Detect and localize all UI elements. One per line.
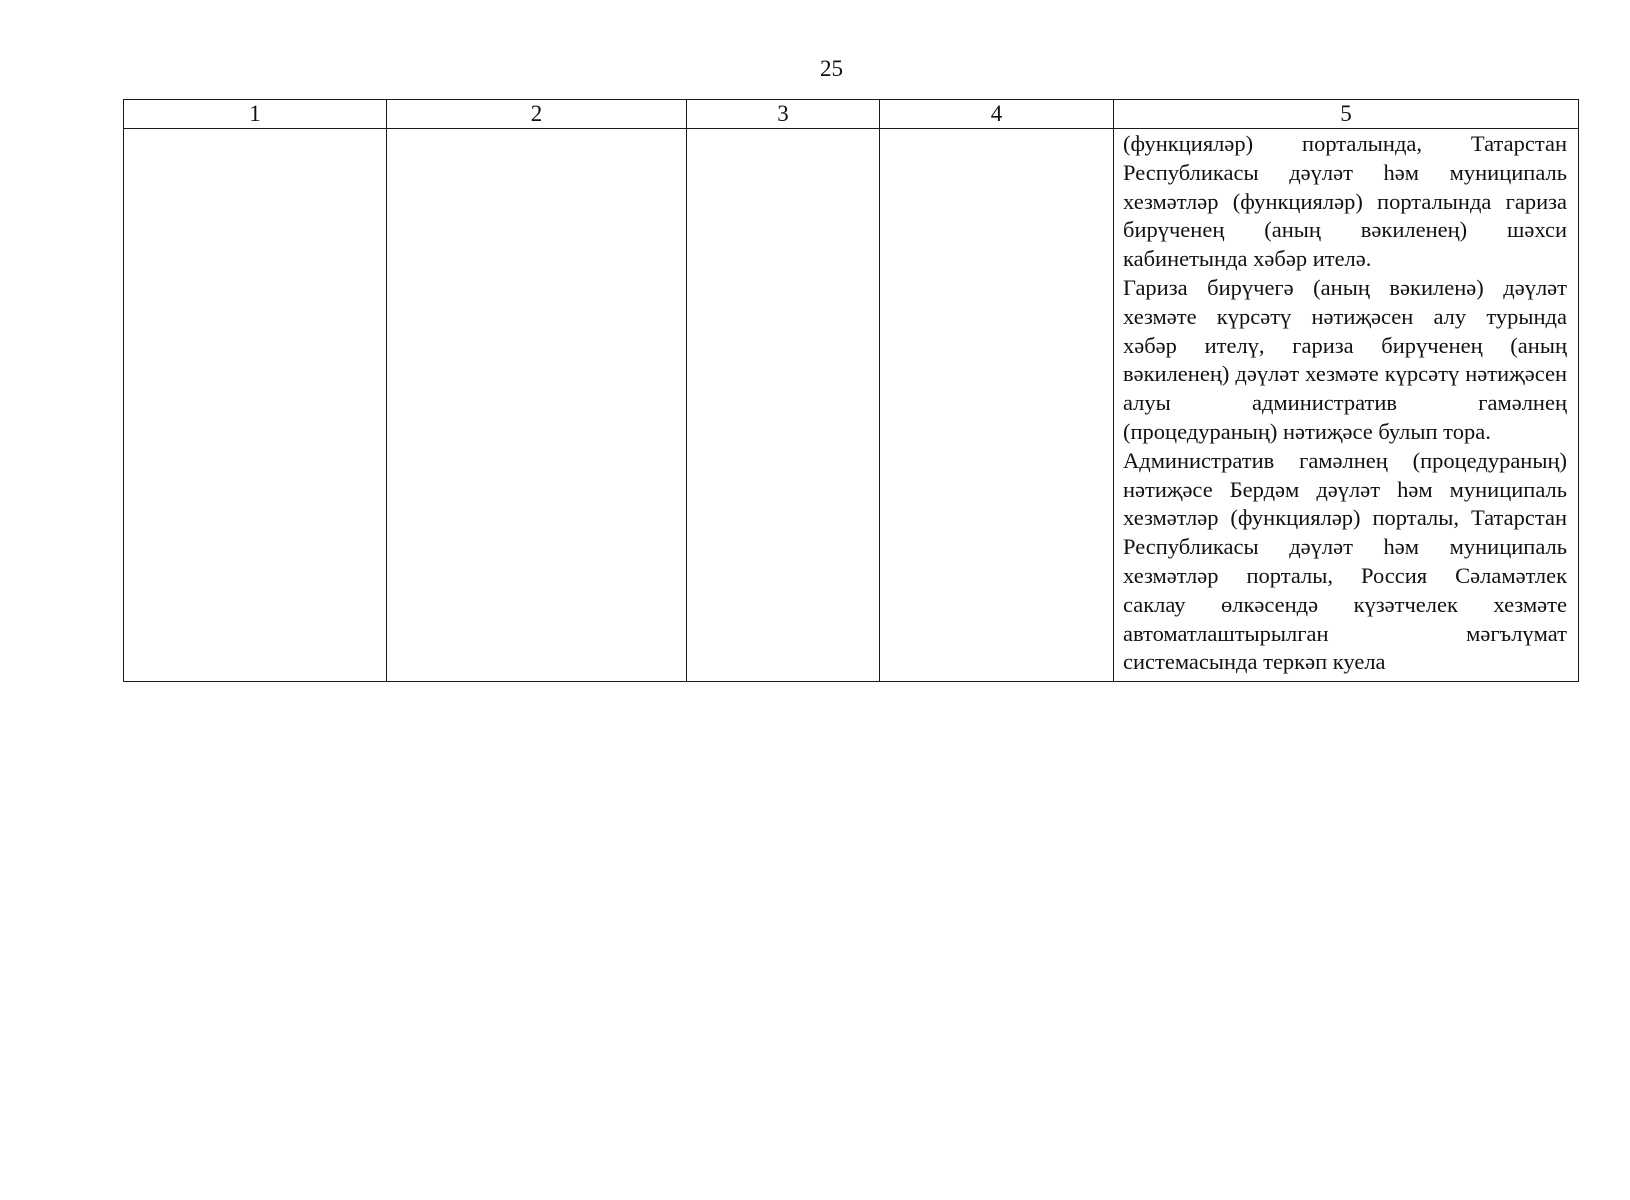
paragraph-notification: (функцияләр) порталында, Татарстан Республикасы дәүләт һәм муниципаль хезмәтләр (функцияләр) порталында гариза бирүченең (аның вәкиленең) шәхси кабинетында хәбәр ителә. (1123, 131, 1567, 272)
paragraph-result: Гариза бирүчегә (аның вәкиленә) дәүләт хезмәте күрсәтү нәтиҗәсен алу турында хәбәр ителү, гариза бирүченең (аның вәкиленең) дәүләт хезмәте күрсәтү нәтиҗәсен алуы административ гамәлнең (процедураның) нәтиҗәсе булып тора. (1123, 274, 1567, 444)
document-table (123, 99, 1579, 682)
table-cell-col2 (387, 129, 687, 682)
column-header-3: 3 (687, 100, 880, 129)
page-number: 25 (820, 56, 843, 81)
table-cell-col3 (687, 129, 880, 682)
column-header-1: 1 (124, 100, 387, 129)
table-cell-col1 (124, 129, 387, 682)
column-header-2: 2 (387, 100, 687, 129)
table-row (124, 129, 1579, 682)
column-header-5: 5 (1114, 100, 1579, 129)
paragraph-registration: Административ гамәлнең (процедураның) нәтиҗәсе Бердәм дәүләт һәм муниципаль хезмәтләр (функцияләр) порталы, Татарстан Республикасы дәүләт һәм муниципаль хезмәтләр порталы, Россия Сәламәтлек саклау өлкәсендә күзәтчелек хезмәте автоматлаштырылган мәгълүмат системасында теркәп куела (1123, 447, 1567, 675)
table-header-row (124, 100, 1579, 129)
table-cell-col5 (1114, 129, 1579, 682)
column-header-4: 4 (880, 100, 1114, 129)
cell-text (1114, 129, 1578, 677)
table-cell-col4 (880, 129, 1114, 682)
